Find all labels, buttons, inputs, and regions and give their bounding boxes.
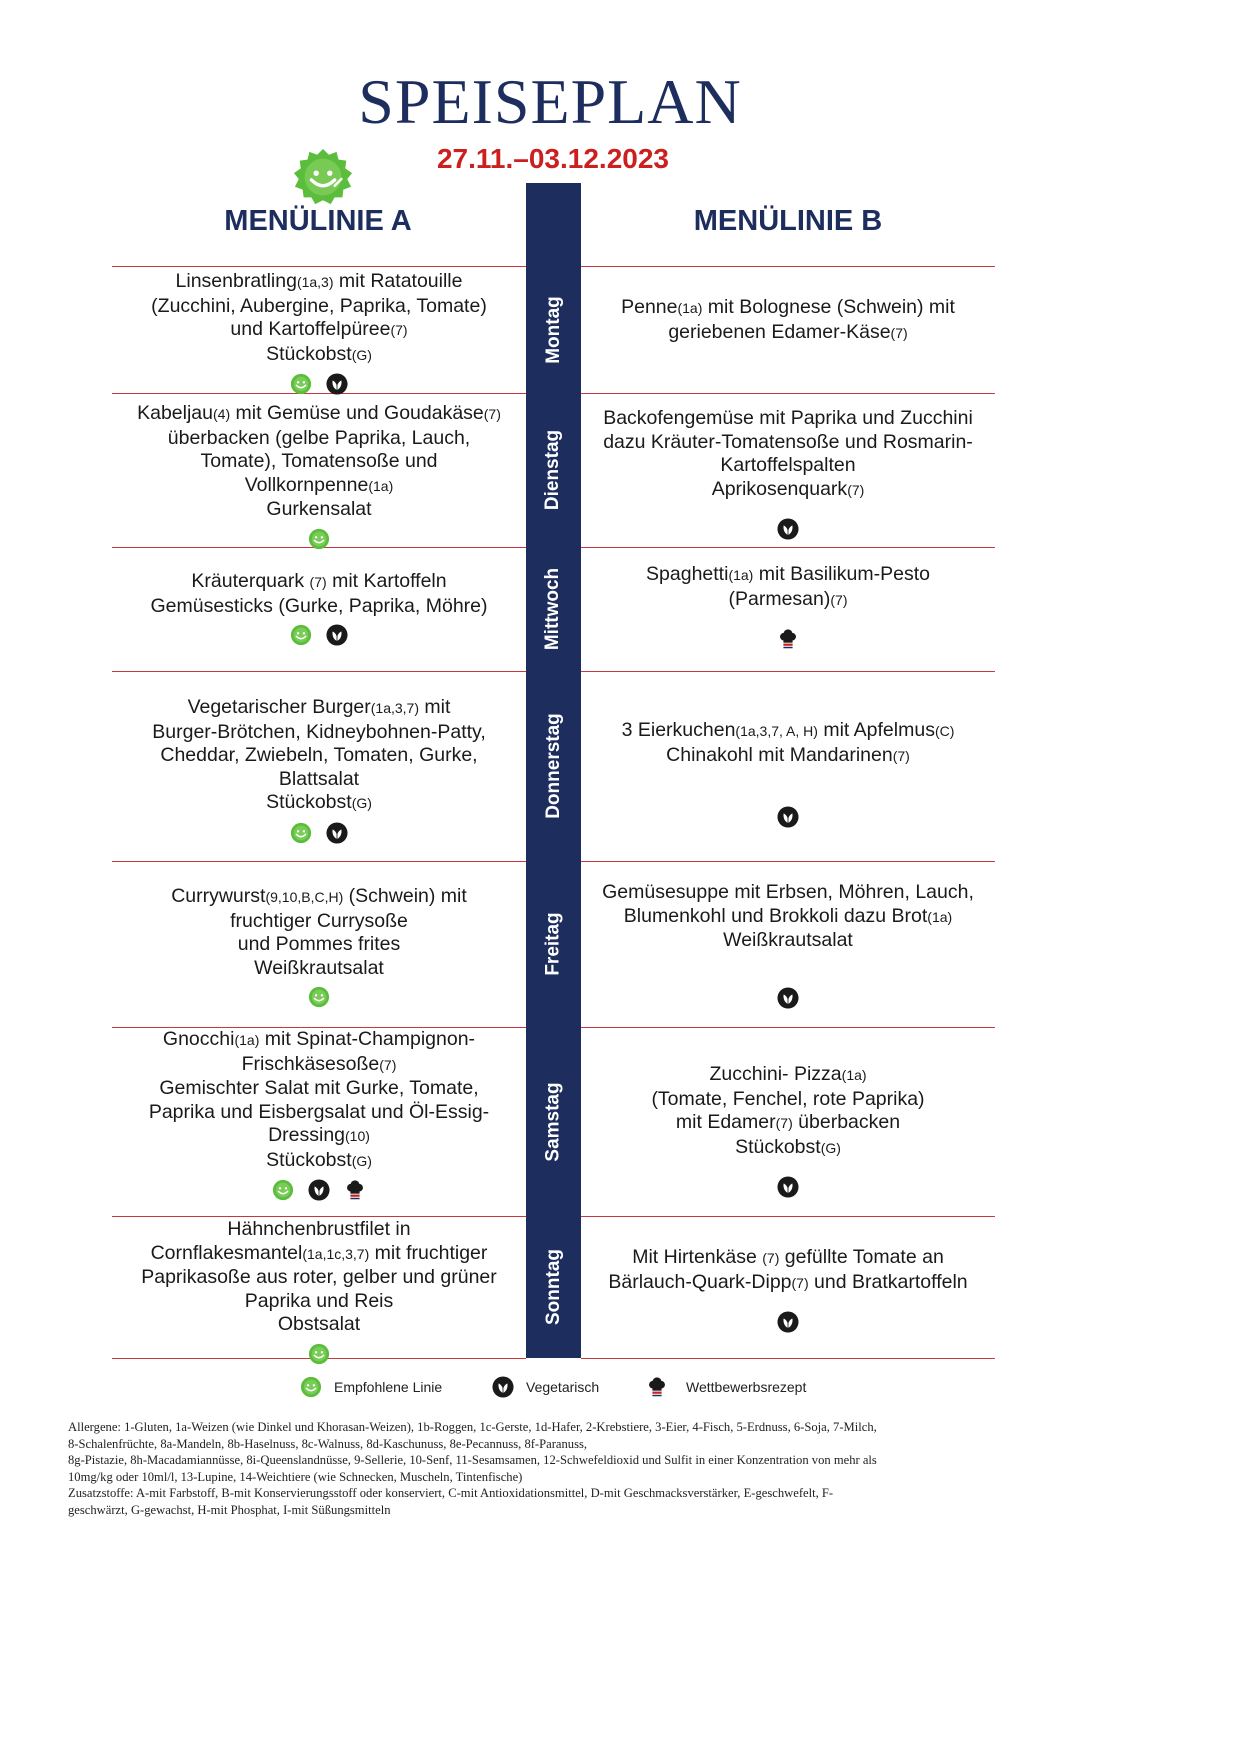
allergen-code: (G) <box>351 1152 372 1169</box>
menu-b-cell <box>581 881 995 1011</box>
dish-icons <box>777 1176 799 1200</box>
dish-line <box>621 296 955 321</box>
dish-line <box>245 474 394 499</box>
vegetarian-icon <box>326 822 348 844</box>
legend <box>0 1376 1100 1402</box>
menu-b-cell <box>581 719 995 830</box>
dish-line <box>150 595 487 619</box>
legend-recommended <box>300 1376 442 1398</box>
dish-line <box>227 1218 410 1242</box>
dish-line <box>163 1028 475 1053</box>
dish-line <box>602 881 974 905</box>
row-divider <box>581 1216 995 1217</box>
dish-text: Currywurst <box>171 885 266 907</box>
dish-icons <box>777 628 799 652</box>
vegetarian-icon <box>326 373 348 395</box>
dish-line <box>632 1246 944 1271</box>
vegetarian-icon <box>777 1176 799 1198</box>
smiley-icon <box>308 528 330 550</box>
dish-line <box>176 270 463 295</box>
dish-line <box>666 744 910 769</box>
allergen-code: (9,10,B,C,H) <box>265 889 344 905</box>
legend-competition-label: Wettbewerbsrezept <box>686 1379 807 1395</box>
dish-line <box>266 343 372 368</box>
dish-text: Stückobst <box>266 342 352 365</box>
dish-line <box>603 431 973 455</box>
dish-line <box>151 295 487 319</box>
dish-line <box>245 1290 394 1314</box>
dish-text: mit Ratatouille <box>333 270 463 292</box>
dish-text: Stückobst <box>266 1148 352 1171</box>
dish-line <box>279 768 359 792</box>
row-divider <box>581 393 995 394</box>
chef-hat-icon <box>646 1376 668 1398</box>
vegetarian-icon <box>777 518 799 540</box>
row-divider <box>581 861 995 862</box>
day-name: Freitag <box>542 912 564 976</box>
allergen-code: (7) <box>847 481 865 498</box>
vegetarian-icon <box>777 1311 799 1333</box>
menu-a-cell <box>112 570 526 648</box>
dish-line <box>709 1063 866 1088</box>
allergen-code: (10) <box>345 1128 370 1144</box>
dish-line <box>651 1088 924 1112</box>
allergen-code: (1a,3,7) <box>370 700 419 716</box>
smiley-icon <box>290 373 312 395</box>
allergen-footnote <box>68 1419 1038 1519</box>
dish-icons <box>290 822 348 846</box>
day-name: Montag <box>542 295 564 364</box>
dish-text: und Pommes frites <box>237 933 401 955</box>
dish-text: Burger-Brötchen, Kidneybohnen-Patty, <box>152 720 486 743</box>
day-name: Mittwoch <box>542 567 564 651</box>
dish-line <box>152 721 486 745</box>
vegetarian-icon <box>777 987 799 1009</box>
row-divider <box>581 266 995 267</box>
dish-text: fruchtiger Currysoße <box>230 909 408 932</box>
menu-line-a-heading: MENÜLINIE A <box>224 205 412 237</box>
dish-text: Chinakohl mit Mandarinen <box>666 743 893 766</box>
allergen-code: (7) <box>762 1250 780 1266</box>
dish-text: mit Kartoffeln <box>326 570 447 592</box>
chef-hat-icon <box>777 628 799 650</box>
allergen-code: (7) <box>892 747 910 764</box>
day-name: Donnerstag <box>542 713 564 819</box>
allergen-code: (G) <box>351 795 372 811</box>
dish-text: Penne <box>621 296 678 318</box>
allergen-code: (1a) <box>677 300 703 316</box>
allergen-code: (G) <box>820 1139 841 1156</box>
dish-icons <box>290 624 348 648</box>
dish-icons <box>308 528 330 552</box>
row-divider <box>581 1027 995 1028</box>
dish-line <box>266 791 372 816</box>
dish-line <box>238 933 401 957</box>
allergen-code: (1a) <box>728 567 754 583</box>
dish-text: (Tomate, Fenchel, rote Paprika) <box>651 1087 925 1110</box>
menu-line-b-heading: MENÜLINIE B <box>693 205 883 237</box>
dish-line <box>188 696 451 721</box>
allergen-code: (7) <box>390 322 408 338</box>
dish-text: Vegetarischer Burger <box>187 696 371 718</box>
vegetarian-icon <box>308 1179 330 1201</box>
dish-text: Kräuterquark <box>191 570 310 592</box>
smiley-icon <box>290 624 312 646</box>
dish-text: Backofengemüse mit Paprika und Zucchini <box>603 407 973 429</box>
dish-text: Linsenbratling <box>175 270 297 292</box>
dish-line <box>230 318 407 343</box>
dish-text: mit Basilikum-Pesto <box>753 563 930 585</box>
dish-text: und Bratkartoffeln <box>808 1270 968 1293</box>
row-divider <box>581 1358 995 1359</box>
day-name: Samstag <box>542 1081 564 1162</box>
dish-line <box>676 1111 900 1136</box>
row-divider <box>112 671 526 672</box>
dish-line <box>242 1053 397 1078</box>
dish-text: überbacken (gelbe Paprika, Lauch, <box>167 426 471 449</box>
dish-text: Gnocchi <box>162 1028 235 1050</box>
chef-hat-icon <box>344 1179 366 1201</box>
dish-line <box>624 905 952 930</box>
allergen-code: (7) <box>830 591 848 608</box>
dish-text: (Schwein) mit <box>343 885 467 907</box>
dish-text: Paprika und Reis <box>244 1289 394 1312</box>
dish-line <box>151 1242 488 1267</box>
dish-text: Spaghetti <box>646 563 729 585</box>
recommended-badge-icon <box>292 147 354 209</box>
dish-icons <box>308 986 330 1010</box>
allergen-code: (1a,1c,3,7) <box>302 1245 370 1262</box>
dish-text: mit Edamer <box>675 1111 776 1133</box>
dish-line <box>603 407 973 431</box>
day-label-dienstag <box>526 393 581 547</box>
dish-text: mit Gemüse und Goudakäse <box>230 402 484 424</box>
dish-line <box>723 929 853 953</box>
vegetarian-icon <box>326 624 348 646</box>
footnote-line: 8g-Pistazie, 8h-Macadamiannüsse, 8i-Queenslandnüsse, 9-Sellerie, 10-Senf, 11-Sesamsamen, 12-Schwefeldioxid und Sulfit in einer Konzentration von mehr als <box>68 1453 877 1468</box>
allergen-code: (1a) <box>234 1032 260 1048</box>
dish-text: 3 Eierkuchen <box>621 719 736 741</box>
dish-text: Obstsalat <box>277 1313 361 1335</box>
dish-line <box>230 910 408 934</box>
allergen-code: (7) <box>791 1274 809 1291</box>
dish-text: Cornflakesmantel <box>150 1241 303 1264</box>
dish-text: mit Spinat-Champignon- <box>259 1028 476 1050</box>
dish-text: Tomate), Tomatensoße und <box>200 450 438 472</box>
footnote-line: Allergene: 1-Gluten, 1a-Weizen (wie Dinkel und Khorasan-Weizen), 1b-Roggen, 1c-Gerste, 1d-Hafer, 2-Krebstiere, 3-Eier, 4-Fisch, 5-Erdnuss, 6-Soja, 7-Milch, <box>68 1420 877 1434</box>
dish-line <box>200 450 437 474</box>
menu-a-cell <box>112 402 526 552</box>
footnote-line: Zusatzstoffe: A-mit Farbstoff, B-mit Konservierungsstoff oder konserviert, C-mit Antioxidationsmittel, D-mit Geschmacksverstärker, E-geschwefelt, F- <box>68 1486 834 1501</box>
dish-text: Gurkensalat <box>266 498 372 520</box>
allergen-code: (1a,3,7, A, H) <box>735 723 818 739</box>
dish-line <box>268 1124 370 1149</box>
legend-vegetarian <box>492 1376 599 1398</box>
dish-line <box>646 563 930 588</box>
dish-text: Gemischter Salat mit Gurke, Tomate, <box>159 1077 479 1099</box>
dish-icons <box>777 987 799 1011</box>
dish-text: Kartoffelspalten <box>720 454 856 476</box>
legend-vegetarian-label: Vegetarisch <box>526 1379 600 1395</box>
menu-b-cell <box>581 296 995 345</box>
dish-text: Mit Hirtenkäse <box>632 1246 763 1268</box>
dish-text: geriebenen Edamer-Käse <box>668 320 891 343</box>
dish-text: Cheddar, Zwiebeln, Tomaten, Gurke, <box>160 744 478 766</box>
dish-text: Zucchini- Pizza <box>709 1063 842 1085</box>
menu-a-cell <box>112 885 526 1010</box>
smiley-icon <box>308 986 330 1008</box>
dish-text: Kabeljau <box>137 402 213 424</box>
dish-icons <box>777 518 799 542</box>
dish-line <box>141 1266 497 1290</box>
dish-icons <box>290 373 348 397</box>
day-label-mittwoch <box>526 547 581 671</box>
dish-text: überbacken <box>792 1111 901 1133</box>
day-label-freitag <box>526 861 581 1027</box>
allergen-code: (7) <box>890 324 908 341</box>
dish-line <box>266 1149 372 1174</box>
dish-text: Dressing <box>268 1124 346 1146</box>
dish-text: Vollkornpenne <box>244 473 369 496</box>
dish-text: dazu Kräuter-Tomatensoße und Rosmarin- <box>603 430 973 453</box>
dish-line <box>266 498 371 522</box>
dish-line <box>160 744 477 768</box>
day-name: Dienstag <box>542 429 564 511</box>
row-divider <box>581 547 995 548</box>
day-label-donnerstag <box>526 671 581 861</box>
smiley-icon <box>300 1376 322 1398</box>
dish-text: mit Apfelmus <box>817 719 935 741</box>
day-label-montag <box>526 266 581 393</box>
legend-competition <box>646 1376 806 1398</box>
allergen-code: (C) <box>934 723 955 739</box>
dish-text: (Zucchini, Aubergine, Paprika, Tomate) <box>151 294 487 317</box>
day-label-sonntag <box>526 1216 581 1358</box>
dish-line <box>191 570 446 595</box>
footnote-line: geschwärzt, G-gewachst, H-mit Phosphat, I-mit Süßungsmitteln <box>68 1502 391 1517</box>
dish-line <box>668 321 907 346</box>
date-range: 27.11.–03.12.2023 <box>436 143 669 174</box>
dish-text: Stückobst <box>266 791 352 813</box>
dish-text: Stückobst <box>735 1135 821 1158</box>
row-divider <box>581 671 995 672</box>
dish-line <box>171 885 467 910</box>
dish-text: gefüllte Tomate an <box>779 1246 944 1268</box>
dish-line <box>137 402 501 427</box>
smiley-icon <box>308 1343 330 1365</box>
allergen-code: (7) <box>309 574 327 590</box>
dish-line <box>712 478 865 503</box>
legend-recommended-label: Empfohlene Linie <box>334 1379 443 1395</box>
dish-text: Paprika und Eisbergsalat und Öl-Essig- <box>148 1100 490 1123</box>
dish-text: Paprikasoße aus roter, gelber und grüner <box>141 1266 497 1288</box>
allergen-code: (4) <box>213 406 231 422</box>
day-label-samstag <box>526 1027 581 1216</box>
allergen-code: (1a,3) <box>296 274 334 290</box>
dish-line <box>735 1136 841 1161</box>
vegetarian-icon <box>492 1376 514 1398</box>
day-name: Sonntag <box>542 1249 564 1325</box>
dish-line <box>608 1271 967 1296</box>
dish-icons <box>777 806 799 830</box>
dish-text: Hähnchenbrustfilet in <box>227 1218 411 1240</box>
footnote-line: 8-Schalenfrüchte, 8a-Mandeln, 8b-Haselnuss, 8c-Walnuss, 8d-Kaschunuss, 8e-Pecannuss, 8f-Paranuss, <box>68 1436 588 1451</box>
dish-line <box>278 1313 360 1337</box>
dish-icons <box>308 1343 330 1367</box>
dish-text: Blumenkohl und Brokkoli dazu Brot <box>623 904 928 927</box>
menu-b-cell <box>581 407 995 542</box>
dish-line <box>159 1077 478 1101</box>
menu-b-cell <box>581 563 995 652</box>
dish-icons <box>272 1179 366 1203</box>
menu-a-cell <box>112 1028 526 1203</box>
menu-a-cell <box>112 270 526 397</box>
allergen-code: (1a) <box>841 1067 867 1083</box>
dish-text: Aprikosenquark <box>711 477 848 500</box>
menu-b-cell <box>581 1063 995 1200</box>
allergen-code: (1a) <box>927 908 953 925</box>
dish-text: mit Bolognese (Schwein) mit <box>702 296 955 318</box>
menu-b-cell <box>581 1246 995 1335</box>
page-title: SPEISEPLAN <box>358 66 742 137</box>
dish-text: Gemüsesuppe mit Erbsen, Möhren, Lauch, <box>602 881 974 903</box>
vegetarian-icon <box>777 806 799 828</box>
smiley-icon <box>272 1179 294 1201</box>
menu-a-cell <box>112 696 526 846</box>
dish-text: Bärlauch-Quark-Dipp <box>608 1270 792 1293</box>
dish-text: und Kartoffelpüree <box>230 318 391 340</box>
row-divider <box>112 861 526 862</box>
dish-text: mit <box>419 696 451 718</box>
dish-text: Frischkäsesoße <box>241 1052 380 1075</box>
allergen-code: (G) <box>351 346 372 363</box>
smiley-icon <box>290 822 312 844</box>
dish-line <box>254 957 384 981</box>
allergen-code: (7) <box>775 1115 793 1131</box>
allergen-code: (7) <box>379 1056 397 1073</box>
dish-text: Gemüsesticks (Gurke, Paprika, Möhre) <box>150 594 488 617</box>
row-divider <box>112 1216 526 1217</box>
row-divider <box>112 266 526 267</box>
dish-line <box>720 454 855 478</box>
dish-line <box>729 588 848 613</box>
allergen-code: (1a) <box>368 477 394 494</box>
dish-text: Blattsalat <box>278 767 360 790</box>
dish-line <box>622 719 955 744</box>
dish-text: Weißkrautsalat <box>723 929 853 951</box>
dish-line <box>168 427 470 451</box>
menu-a-cell <box>112 1218 526 1367</box>
footnote-line: 10mg/kg oder 10ml/l, 13-Lupine, 14-Weichtiere (wie Schnecken, Muscheln, Tintenfische) <box>68 1469 523 1484</box>
dish-text: Weißkrautsalat <box>254 956 384 979</box>
allergen-code: (7) <box>483 406 501 422</box>
dish-text: mit fruchtiger <box>369 1241 488 1264</box>
dish-line <box>149 1101 489 1125</box>
dish-text: (Parmesan) <box>728 587 831 610</box>
dish-icons <box>777 1311 799 1335</box>
